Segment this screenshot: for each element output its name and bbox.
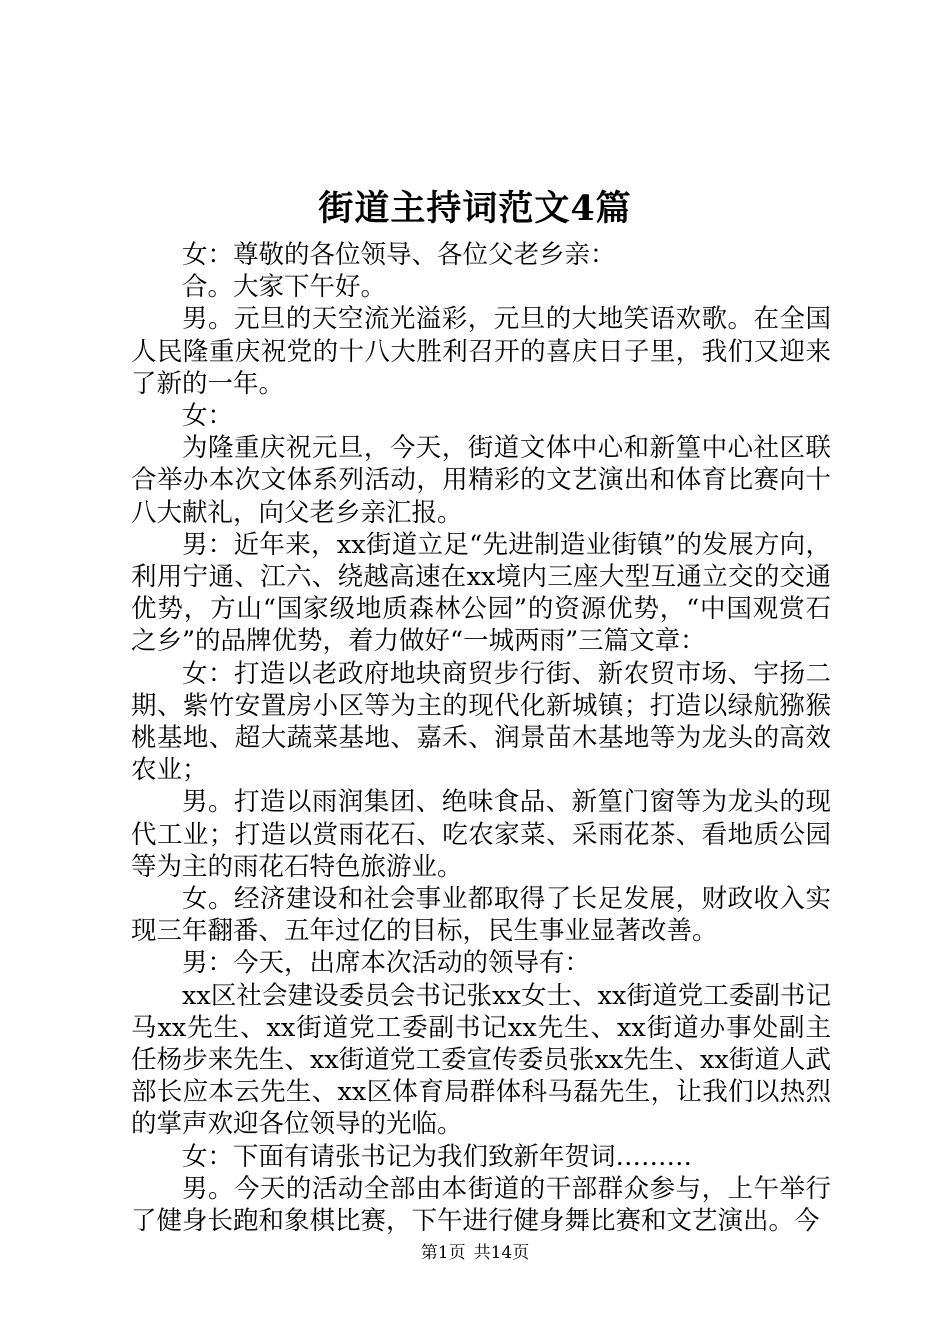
document-title: 街道主持词范文4篇 (318, 188, 632, 229)
paragraph: 男：今天，出席本次活动的领导有： (182, 948, 591, 979)
paragraph: 女。经济建设和社会事业都取得了长足发展，财政收入实现三年翻番、五年过亿的目标，民生事业显著改善。 (131, 884, 831, 947)
paragraph: 合。大家下午好。 (182, 272, 387, 303)
paragraph: 女：下面有请张书记为我们致新年贺词……… (182, 1141, 693, 1172)
paragraph: 男。打造以雨润集团、绝味食品、新篁门窗等为龙头的现代工业；打造以赏雨花石、吃农家菜、采雨花茶、看地质公园等为主的雨花石特色旅游业。 (131, 787, 831, 882)
paragraph: 男。今天的活动全部由本街道的干部群众参与，上午举行了健身长跑和象棋比赛，下午进行健身舞比赛和文艺演出。今 (131, 1173, 831, 1237)
paragraph: 为隆重庆祝元旦，今天，街道文体中心和新篁中心社区联合举办本次文体系列活动，用精彩的文艺演出和体育比赛向十八大献礼，向父老乡亲汇报。 (131, 433, 831, 528)
paragraph: 女： (182, 401, 234, 432)
page-total: 共14页 (473, 1243, 530, 1263)
paragraph: xx区社会建设委员会书记张xx女士、xx街道党工委副书记马xx先生、xx街道党工委副书记xx先生、xx街道办事处副主任杨步来先生、xx街道党工委宣传委员张xx先生、xx街道人武部长应本云先生、xx区体育局群体科马磊先生，让我们以热烈的掌声欢迎各位领导的光临。 (131, 980, 831, 1140)
document-body (131, 239, 831, 1237)
paragraph: 女：打造以老政府地块商贸步行街、新农贸市场、宇扬二期、紫竹安置房小区等为主的现代化新城镇；打造以绿航猕猴桃基地、超大蔬菜基地、嘉禾、润景苗木基地等为龙头的高效农业； (131, 658, 831, 786)
paragraph: 女：尊敬的各位领导、各位父老乡亲： (182, 240, 616, 270)
page-number: 第1页 (420, 1243, 466, 1263)
page-footer (0, 1241, 950, 1265)
paragraph: 男：近年来，xx街道立足“先进制造业街镇”的发展方向，利用宁通、江六、绕越高速在xx境内三座大型互通立交的交通优势，方山“国家级地质森林公园”的资源优势，“中国观赏石之乡”的品牌优势，着力做好“一城两雨”三篇文章： (131, 529, 831, 657)
paragraph: 男。元旦的天空流光溢彩，元旦的大地笑语欢歌。在全国人民隆重庆祝党的十八大胜利召开的喜庆日子里，我们又迎来了新的一年。 (131, 304, 831, 399)
